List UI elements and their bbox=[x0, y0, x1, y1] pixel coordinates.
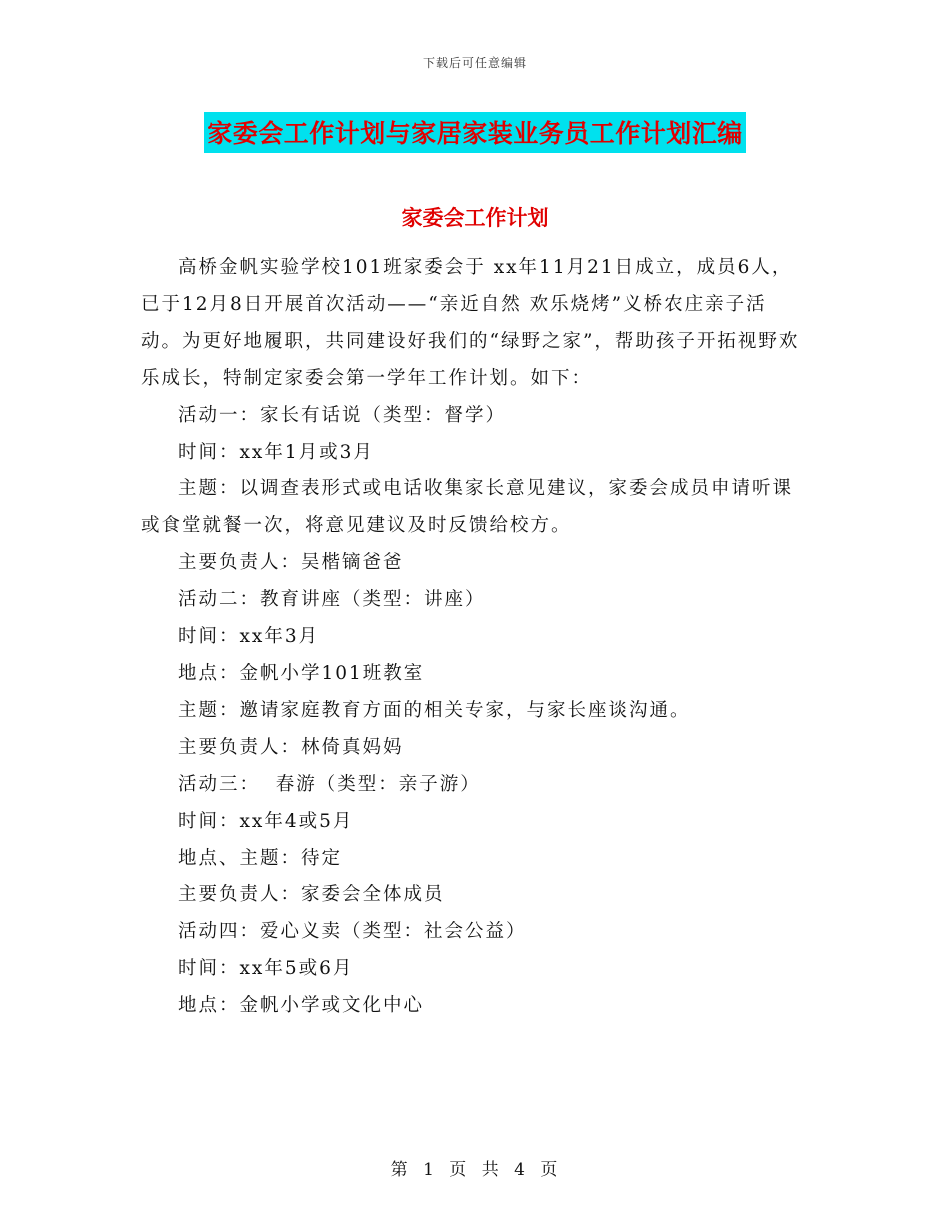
activity-2-topic: 主题：邀请家庭教育方面的相关专家，与家长座谈沟通。 bbox=[178, 699, 691, 721]
activity-1-heading: 活动一：家长有话说（类型：督学） bbox=[178, 404, 507, 426]
activity-3-heading: 活动三： 春游（类型：亲子游） bbox=[178, 773, 481, 795]
activity-2-heading: 活动二：教育讲座（类型：讲座） bbox=[178, 589, 486, 611]
activity-4-time: 时间：xx年5或6月 bbox=[178, 958, 354, 980]
activity-4-heading: 活动四：爱心义卖（类型：社会公益） bbox=[178, 921, 527, 943]
activity-3-time: 时间：xx年4或5月 bbox=[178, 810, 354, 832]
document-title: 家委会工作计划与家居家装业务员工作计划汇编 bbox=[204, 112, 746, 153]
document-body bbox=[141, 250, 801, 1025]
activity-2-location: 地点：金帆小学101班教室 bbox=[178, 662, 425, 684]
activity-1-topic: 主题：以调查表形式或电话收集家长意见建议，家委会成员申请听课或食堂就餐一次，将意见建议及时反馈给校方。 bbox=[141, 478, 794, 537]
page-number-footer: 第 1 页 共 4 页 bbox=[390, 1160, 560, 1180]
activity-3-owner: 主要负责人：家委会全体成员 bbox=[178, 884, 445, 906]
activity-4-location: 地点：金帆小学或文化中心 bbox=[178, 995, 425, 1017]
document-title-container bbox=[0, 112, 950, 153]
activity-1-time: 时间：xx年1月或3月 bbox=[178, 441, 374, 463]
activity-2-time: 时间：xx年3月 bbox=[178, 626, 320, 648]
page-header-note: 下载后可任意编辑 bbox=[422, 56, 527, 70]
activity-1-owner: 主要负责人：吴楷镝爸爸 bbox=[178, 552, 404, 574]
activity-3-location-topic: 地点、主题：待定 bbox=[178, 847, 343, 869]
intro-paragraph: 高桥金帆实验学校101班家委会于 xx年11月21日成立，成员6人，已于12月8日开展首次活动——“亲近自然 欢乐烧烤”义桥农庄亲子活动。为更好地履职，共同建设好我们的“绿野之家”，帮助孩子开拓视野欢乐成长，特制定家委会第一学年工作计划。如下： bbox=[141, 257, 800, 389]
section-title: 家委会工作计划 bbox=[401, 206, 549, 230]
activity-2-owner: 主要负责人：林倚真妈妈 bbox=[178, 736, 404, 758]
